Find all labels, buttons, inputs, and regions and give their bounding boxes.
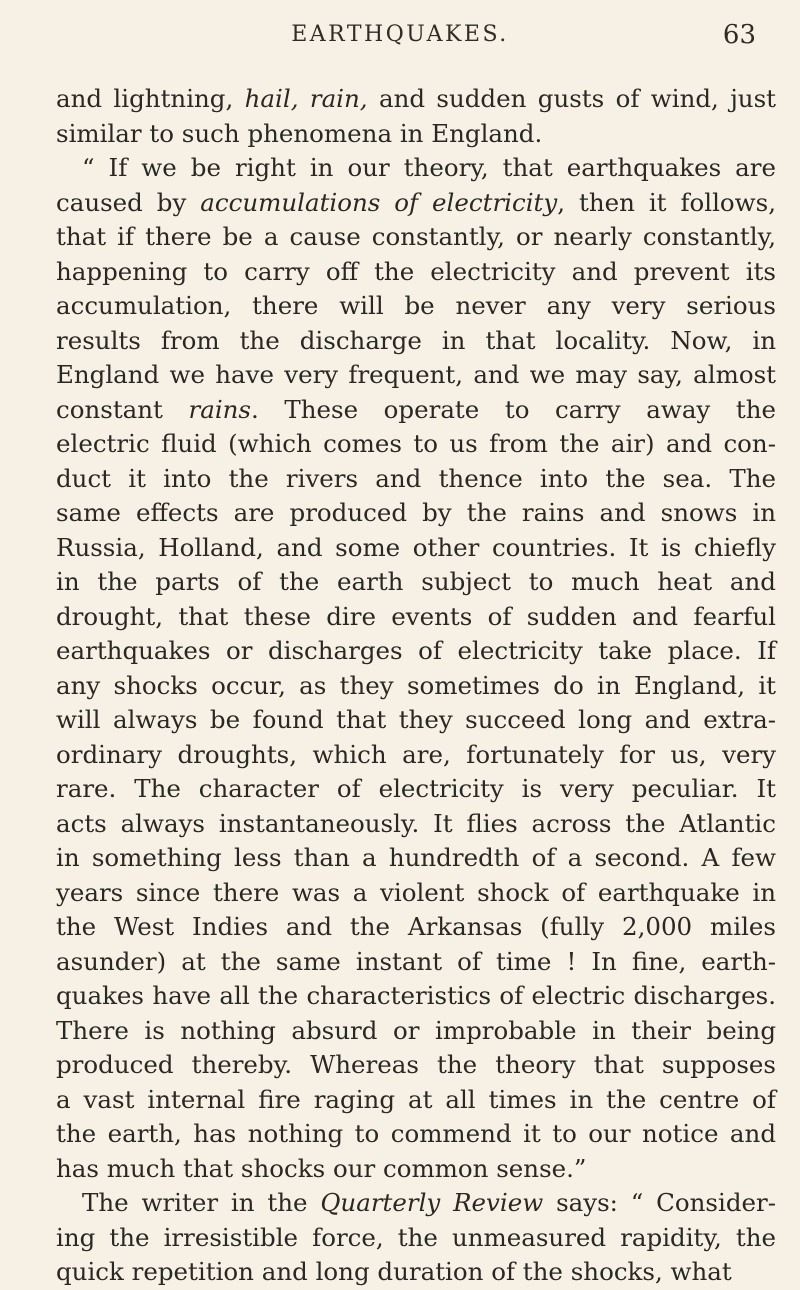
italic-text: accumulations of electricity (200, 187, 558, 217)
text-segment: happening to carry off the electricity and prevent its (56, 256, 776, 286)
paragraph (56, 82, 776, 151)
text-line (56, 496, 776, 531)
running-title: EARTHQUAKES. (291, 22, 509, 47)
text-line (56, 1152, 776, 1187)
text-line (56, 738, 776, 773)
italic-text: rains (188, 394, 252, 424)
text-segment: ordinary droughts, which are, fortunately for us, very (56, 739, 776, 769)
text-line (56, 634, 776, 669)
text-line (56, 1048, 776, 1083)
text-segment: England we have very frequent, and we may say, almost (56, 360, 776, 389)
text-segment: and lightning, (56, 84, 245, 113)
text-line (56, 82, 776, 117)
text-segment: caused by (56, 187, 201, 217)
text-line (56, 1186, 776, 1221)
text-segment: a vast internal fire raging at all times in the centre of (56, 1084, 776, 1114)
text-line (56, 324, 776, 359)
text-line (56, 841, 776, 876)
text-segment: , then it follows, (557, 187, 777, 217)
text-segment: asunder) at the same instant of time ! In fine, earth- (56, 946, 776, 976)
text-line (56, 1117, 776, 1152)
text-segment: says: “ Consider- (543, 1188, 777, 1217)
text-line (56, 565, 776, 600)
text-segment: years since there was a violent shock of earthquake in (56, 877, 776, 907)
text-line (56, 807, 776, 842)
running-head (0, 20, 800, 54)
text-segment: that if there be a cause constantly, or nearly constantly, (56, 222, 776, 251)
text-segment: the West Indies and the Arkansas (fully 2,000 miles (56, 912, 776, 941)
text-segment: results from the discharge in that locality. Now, in (56, 325, 776, 355)
paragraph (56, 1186, 776, 1290)
text-line (56, 255, 776, 290)
italic-text: Quarterly Review (320, 1188, 544, 1217)
text-segment: in the parts of the earth subject to much heat and (56, 567, 776, 596)
text-segment: in something less than a hundredth of a second. A few (56, 843, 776, 872)
text-segment: constant (56, 394, 189, 424)
page-number: 63 (722, 20, 756, 50)
text-segment: rare. The character of electricity is very peculiar. It (56, 774, 776, 803)
text-line (56, 703, 776, 738)
text-segment: . These operate to carry away the (251, 394, 776, 424)
text-segment: duct it into the rivers and thence into the sea. The (56, 463, 776, 493)
text-line (56, 669, 776, 704)
text-segment: acts always instantaneously. It flies across the Atlantic (56, 808, 776, 838)
text-segment: quakes have all the characteristics of electric discharges. (56, 981, 776, 1010)
text-line (56, 1083, 776, 1118)
text-line (56, 1255, 776, 1290)
text-line (56, 186, 776, 221)
text-line (56, 945, 776, 980)
text-segment: similar to such phenomena in England. (56, 118, 543, 148)
text-segment: “ If we be right in our theory, that earthquakes are (82, 153, 776, 182)
text-segment: There is nothing absurd or improbable in their being (56, 1015, 776, 1045)
text-segment: and sudden gusts of wind, just (367, 84, 776, 113)
text-line (56, 427, 776, 462)
text-line (56, 462, 776, 497)
text-segment: accumulation, there will be never any very serious (56, 291, 776, 320)
text-segment: Russia, Holland, and some other countries. It is chiefly (56, 532, 776, 562)
text-segment: earthquakes or discharges of electricity take place. If (56, 636, 776, 665)
text-line (56, 772, 776, 807)
text-segment: The writer in the (82, 1188, 321, 1217)
text-segment: electric fluid (which comes to us from the air) and con- (56, 429, 776, 458)
text-line (56, 289, 776, 324)
text-segment: will always be found that they succeed long and extra- (56, 705, 776, 734)
text-line (56, 910, 776, 945)
text-segment: produced thereby. Whereas the theory that supposes (56, 1050, 776, 1079)
text-line (56, 979, 776, 1014)
text-segment: has much that shocks our common sense.” (56, 1153, 587, 1183)
text-segment: any shocks occur, as they sometimes do in England, it (56, 670, 776, 700)
text-line (56, 393, 776, 428)
text-line (56, 876, 776, 911)
text-line (56, 1014, 776, 1049)
text-segment: the earth, has nothing to commend it to our notice and (56, 1119, 776, 1148)
text-line (56, 600, 776, 635)
body-text (56, 82, 776, 1290)
text-segment: ing the irresistible force, the unmeasured rapidity, the (56, 1222, 776, 1252)
paragraph (56, 151, 776, 1186)
text-line (56, 117, 776, 152)
italic-text: hail, rain, (244, 84, 368, 113)
text-line (56, 358, 776, 393)
text-segment: same effects are produced by the rains and snows in (56, 498, 776, 527)
text-segment: drought, that these dire events of sudden and fearful (56, 601, 776, 631)
text-line (56, 220, 776, 255)
text-segment: quick repetition and long duration of the shocks, what (56, 1257, 732, 1286)
text-line (56, 151, 776, 186)
text-line (56, 531, 776, 566)
text-line (56, 1221, 776, 1256)
